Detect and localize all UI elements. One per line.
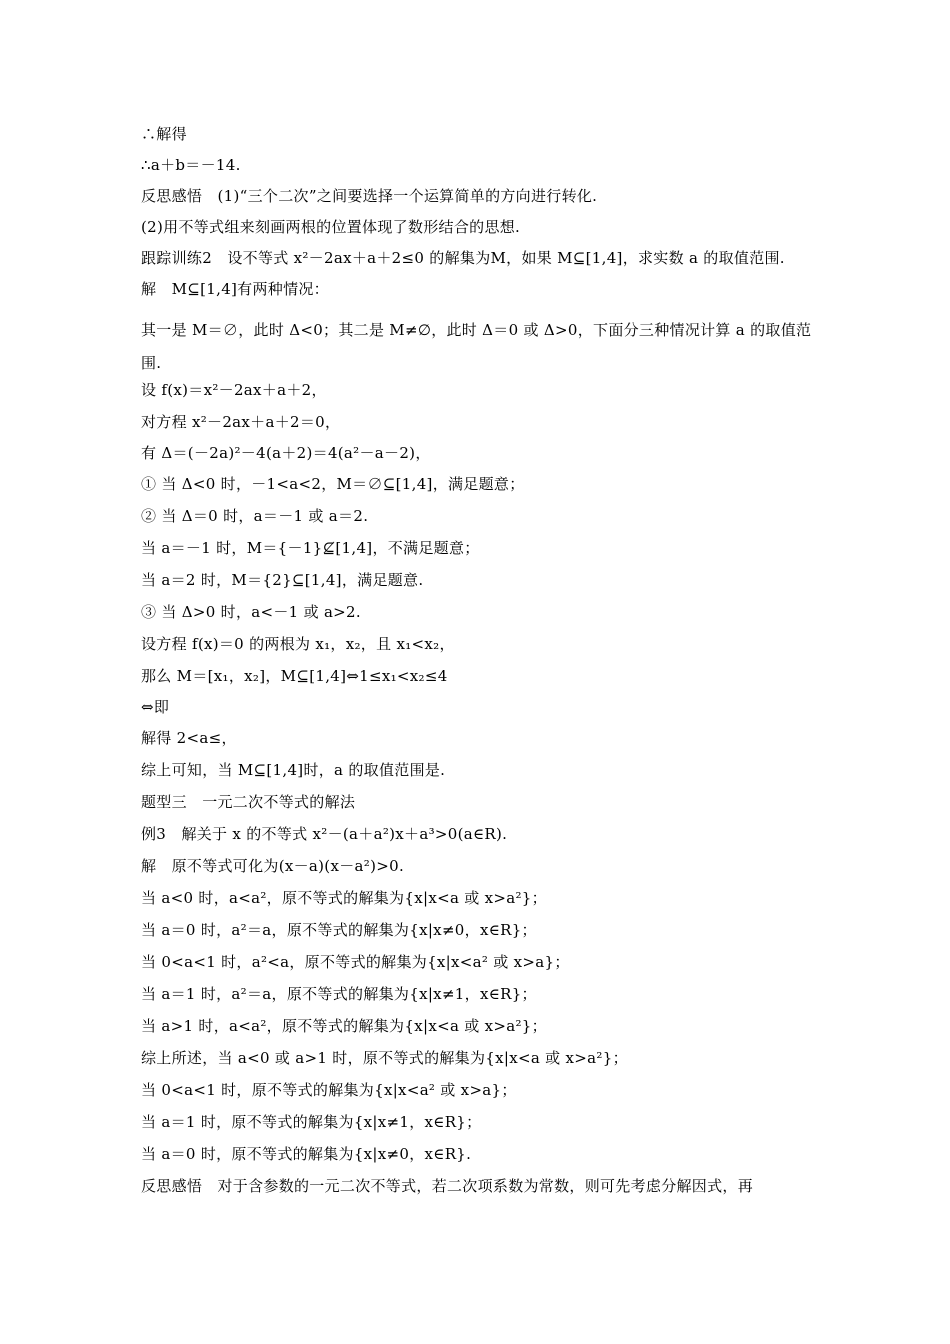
text-line: 当 a>1 时，a<a²，原不等式的解集为{x|x<a 或 x>a²}； (141, 1017, 547, 1035)
text-line: 跟踪训练2 设不等式 x²－2ax＋a＋2≤0 的解集为M，如果 M⊆[1,4]，求实数 a 的取值范围. (141, 249, 785, 267)
text-line: ∴a＋b＝－14. (141, 156, 241, 174)
text-line: 对方程 x²－2ax＋a＋2＝0， (141, 413, 341, 431)
text-line: ③ 当 Δ>0 时，a<－1 或 a>2. (141, 603, 361, 621)
text-line: 解得 2<a≤， (141, 729, 237, 747)
text-line: ① 当 Δ<0 时，－1<a<2，M＝∅⊆[1,4]，满足题意； (141, 475, 525, 493)
text-line: 那么 M＝[x₁，x₂]，M⊆[1,4]⇔1≤x₁<x₂≤4 (141, 667, 448, 685)
text-line: 设方程 f(x)＝0 的两根为 x₁，x₂，且 x₁<x₂， (141, 635, 455, 653)
text-line: 反思感悟 对于含参数的一元二次不等式，若二次项系数为常数，则可先考虑分解因式，再 (141, 1177, 754, 1195)
section-heading: 题型三 一元二次不等式的解法 (141, 793, 356, 811)
text-line: 当 a＝－1 时，M＝{－1}⊈[1,4]，不满足题意； (141, 539, 480, 557)
text-line: 综上所述，当 a<0 或 a>1 时，原不等式的解集为{x|x<a 或 x>a²}； (141, 1049, 628, 1067)
text-line: 当 a<0 时，a<a²，原不等式的解集为{x|x<a 或 x>a²}； (141, 889, 547, 907)
text-line: ⇔即 (141, 698, 170, 716)
text-line: 当 a＝2 时，M＝{2}⊆[1,4]，满足题意. (141, 571, 424, 589)
text-line: ② 当 Δ＝0 时，a＝－1 或 a＝2. (141, 507, 369, 525)
text-line: 当 a＝1 时，原不等式的解集为{x|x≠1，x∈R}； (141, 1113, 482, 1131)
text-line: 当 a＝1 时，a²＝a，原不等式的解集为{x|x≠1，x∈R}； (141, 985, 537, 1003)
text-line: 综上可知，当 M⊆[1,4]时，a 的取值范围是. (141, 761, 446, 779)
text-paragraph: 其一是 M＝∅，此时 Δ<0；其二是 M≠∅，此时 Δ＝0 或 Δ>0，下面分三种情况计算 a 的取值范围. (141, 321, 812, 372)
text-line: 解 M⊆[1,4]有两种情况： (141, 280, 329, 298)
text-line: 当 0<a<1 时，原不等式的解集为{x|x<a² 或 x>a}； (141, 1081, 517, 1099)
text-line: 有 Δ＝(－2a)²－4(a＋2)＝4(a²－a－2)， (141, 444, 431, 462)
text-line: 反思感悟 (1)“三个二次”之间要选择一个运算简单的方向进行转化. (141, 187, 598, 205)
text-line: 设 f(x)＝x²－2ax＋a＋2， (141, 381, 327, 399)
text-line: 例3 解关于 x 的不等式 x²－(a＋a²)x＋a³>0(a∈R). (141, 825, 508, 843)
text-line: (2)用不等式组来刻画两根的位置体现了数形结合的思想. (141, 218, 521, 236)
text-line: 当 0<a<1 时，a²<a，原不等式的解集为{x|x<a² 或 x>a}； (141, 953, 570, 971)
text-line: 解 原不等式可化为(x－a)(x－a²)>0. (141, 857, 405, 875)
text-line: ∴解得 (141, 125, 187, 143)
text-line: 当 a＝0 时，a²＝a，原不等式的解集为{x|x≠0，x∈R}； (141, 921, 537, 939)
text-line: 当 a＝0 时，原不等式的解集为{x|x≠0，x∈R}. (141, 1145, 472, 1163)
